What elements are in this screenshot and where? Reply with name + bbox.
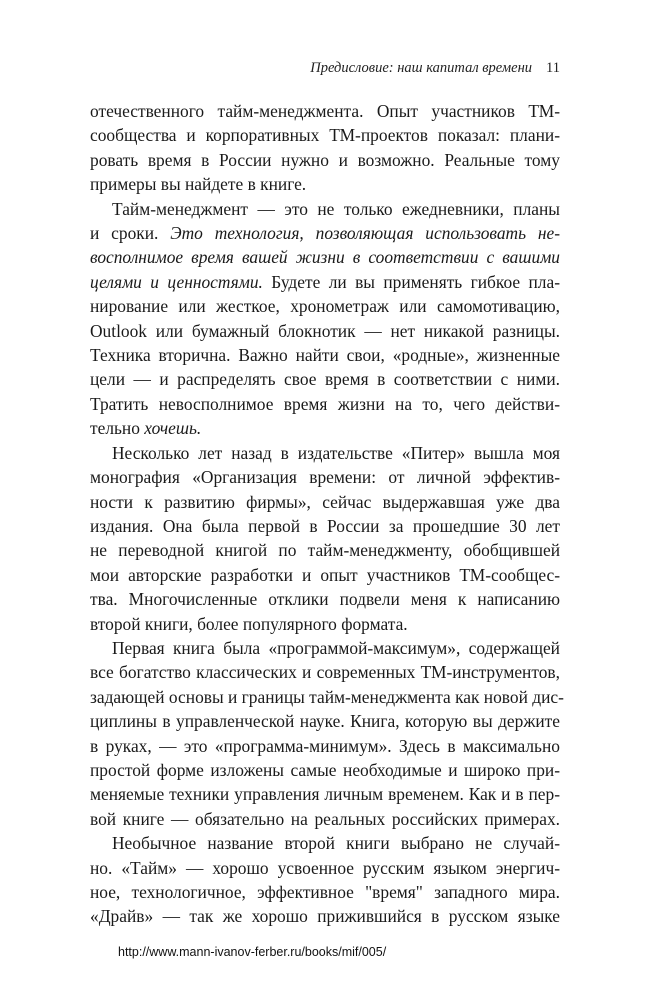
text-line: ное, технологичное, эффективное "время" западного мира.	[90, 882, 560, 902]
text-fragment: тельно	[90, 418, 140, 439]
text-line: издания. Она была первой в России за прошедшие 30 лет	[90, 515, 560, 536]
text-fragment: Будете ли вы применять гибкое пла-	[271, 271, 560, 292]
chapter-title: Предисловие: наш капитал времени	[310, 60, 533, 76]
text-line: монография «Организация времени: от личной эффектив-	[90, 467, 560, 488]
body-text	[90, 99, 564, 929]
text-line: второй книги, более популярного формата.	[90, 613, 408, 634]
italic-fragment: хочешь.	[144, 418, 202, 439]
text-line: не переводной книгой по тайм-менеджменту, обобщившей	[90, 540, 560, 561]
text-line: мои авторские разработки и опыт участников ТМ-сообщес-	[90, 564, 560, 585]
page-number: 11	[546, 60, 560, 76]
text-line: Техника вторична. Важно найти свои, «родные», жизненные	[90, 345, 560, 366]
text-line: вой книге — обязательно на реальных российских примерах.	[90, 808, 560, 829]
text-line: тва. Многочисленные отклики подвели меня к написанию	[90, 589, 560, 610]
text-line: меняемые техники управления личным временем. Как и в пер-	[90, 784, 560, 805]
text-line	[90, 221, 560, 245]
text-line: сообщества и корпоративных ТМ-проектов показал: плани-	[90, 125, 560, 146]
text-line: простой форме изложены самые необходимые и широко при-	[90, 759, 560, 780]
text-line: Первая книга была «программой-максимум», содержащей	[112, 637, 560, 658]
text-line: Тратить невосполнимое время жизни на то, чего действи-	[90, 393, 560, 414]
text-line: задающей основы и границы тайм-менеджмента как новой дис-	[90, 686, 564, 707]
text-line: цели — и распределять свое время в соответствии с ними.	[90, 369, 560, 390]
running-head	[90, 60, 560, 77]
text-line: Тайм-менеджмент — это не только ежедневники, планы	[112, 198, 560, 219]
italic-line: восполнимое время вашей жизни в соответствии с вашими	[90, 247, 560, 268]
text-line	[90, 416, 560, 440]
footer-url-link[interactable]: http://www.mann-ivanov-ferber.ru/books/mif/005/	[118, 945, 387, 959]
text-line: ности к развитию фирмы», сейчас выдержавшая уже два	[90, 491, 560, 512]
text-line: циплины в управленческой науке. Книга, которую вы держите	[90, 711, 560, 732]
text-line: но. «Тайм» — хорошо усвоенное русским языком энергич-	[90, 857, 560, 878]
italic-fragment: Это технология, позволяющая использовать не-	[170, 223, 560, 244]
text-line: «Драйв» — так же хорошо прижившийся в русском языке	[90, 906, 560, 927]
italic-fragment: целями и ценностями.	[90, 271, 263, 292]
text-fragment: и сроки.	[90, 223, 159, 244]
text-line: Несколько лет назад в издательстве «Питер» вышла моя	[112, 442, 560, 463]
text-line: примеры вы найдете в книге.	[90, 174, 307, 195]
text-line: нирование или жесткое, хронометраж или самомотивацию,	[90, 296, 560, 317]
text-line: ровать время в России нужно и возможно. Реальные тому	[90, 149, 560, 170]
text-line: Необычное название второй книги выбрано не случай-	[112, 833, 560, 854]
text-line: все богатство классических и современных ТМ-инструментов,	[90, 662, 560, 683]
text-line: в руках, — это «программа-минимум». Здесь в максимально	[90, 735, 560, 756]
text-line	[90, 270, 560, 294]
text-line: отечественного тайм-менеджмента. Опыт участников ТМ-	[90, 101, 560, 121]
text-line: Outlook или бумажный блокнотик — нет никакой разницы.	[90, 320, 560, 341]
